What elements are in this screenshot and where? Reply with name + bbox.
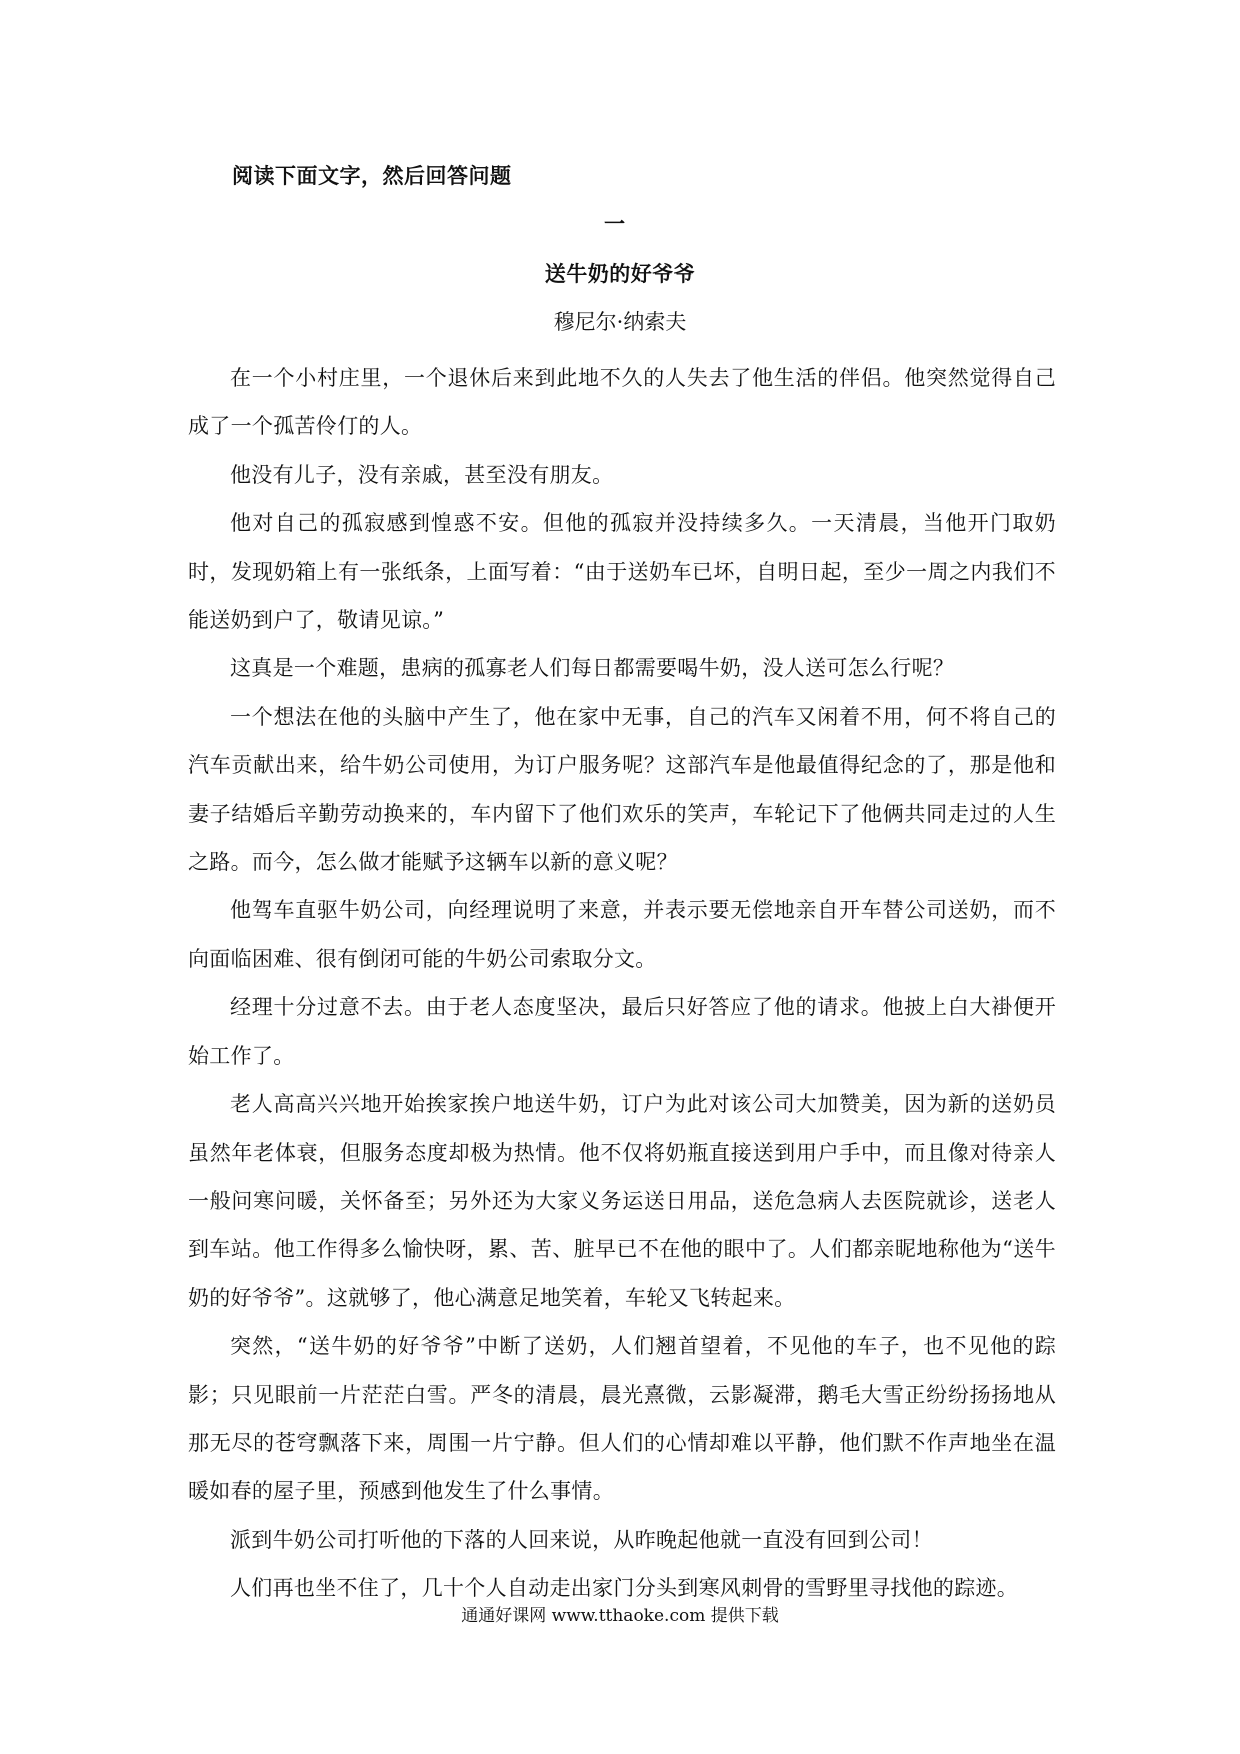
page-footer: 通通好课网 www.tthaoke.com 提供下载 bbox=[461, 1606, 779, 1626]
paragraph: 经理十分过意不去。由于老人态度坚决，最后只好答应了他的请求。他披上白大褂便开始工作了。 bbox=[188, 995, 1056, 1068]
section-number: 一 bbox=[604, 212, 625, 236]
paragraph: 他对自己的孤寂感到惶惑不安。但他的孤寂并没持续多久。一天清晨，当他开门取奶时，发现奶箱上有一张纸条，上面写着：“由于送奶车已坏，自明日起，至少一周之内我们不能送奶到户了，敬请见谅。” bbox=[188, 511, 1056, 633]
article-body bbox=[188, 354, 1056, 1613]
paragraph: 人们再也坐不住了，几十个人自动走出家门分头到寒风刺骨的雪野里寻找他的踪迹。 bbox=[230, 1576, 1019, 1601]
article-title: 送牛奶的好爷爷 bbox=[544, 262, 696, 286]
paragraph: 一个想法在他的头脑中产生了，他在家中无事，自己的汽车又闲着不用，何不将自己的汽车贡献出来，给牛奶公司使用，为订户服务呢？这部汽车是他最值得纪念的了，那是他和妻子结婚后辛勤劳动换来的，车内留下了他们欢乐的笑声，车轮记下了他俩共同走过的人生之路。而今，怎么做才能赋予这辆车以新的意义呢？ bbox=[188, 704, 1056, 875]
paragraph: 派到牛奶公司打听他的下落的人回来说，从昨晚起他就一直没有回到公司！ bbox=[230, 1527, 933, 1552]
paragraph: 这真是一个难题，患病的孤寡老人们每日都需要喝牛奶，没人送可怎么行呢？ bbox=[230, 656, 955, 681]
article-author: 穆尼尔·纳索夫 bbox=[553, 310, 687, 334]
paragraph: 在一个小村庄里，一个退休后来到此地不久的人失去了他生活的伴侣。他突然觉得自己成了一个孤苦伶仃的人。 bbox=[188, 366, 1056, 439]
paragraph: 他没有儿子，没有亲戚，甚至没有朋友。 bbox=[230, 462, 614, 487]
paragraph: 突然，“送牛奶的好爷爷”中断了送奶，人们翘首望着，不见他的车子，也不见他的踪影；只见眼前一片茫茫白雪。严冬的清晨，晨光熹微，云影凝滞，鹅毛大雪正纷纷扬扬地从那无尽的苍穹飘落下来，周围一片宁静。但人们的心情却难以平静，他们默不作声地坐在温暖如春的屋子里，预感到他发生了什么事情。 bbox=[188, 1334, 1056, 1504]
reading-instruction: 阅读下面文字，然后回答问题 bbox=[232, 164, 512, 188]
paragraph: 他驾车直驱牛奶公司，向经理说明了来意，并表示要无偿地亲自开车替公司送奶，而不向面临困难、很有倒闭可能的牛奶公司索取分文。 bbox=[188, 898, 1056, 971]
paragraph: 老人高高兴兴地开始挨家挨户地送牛奶，订户为此对该公司大加赞美，因为新的送奶员虽然年老体衰，但服务态度却极为热情。他不仅将奶瓶直接送到用户手中，而且像对待亲人一般问寒问暖，关怀备至；另外还为大家义务运送日用品，送危急病人去医院就诊，送老人到车站。他工作得多么愉快呀，累、苦、脏早已不在他的眼中了。人们都亲昵地称他为“送牛奶的好爷爷”。这就够了，他心满意足地笑着，车轮又飞转起来。 bbox=[188, 1092, 1056, 1310]
